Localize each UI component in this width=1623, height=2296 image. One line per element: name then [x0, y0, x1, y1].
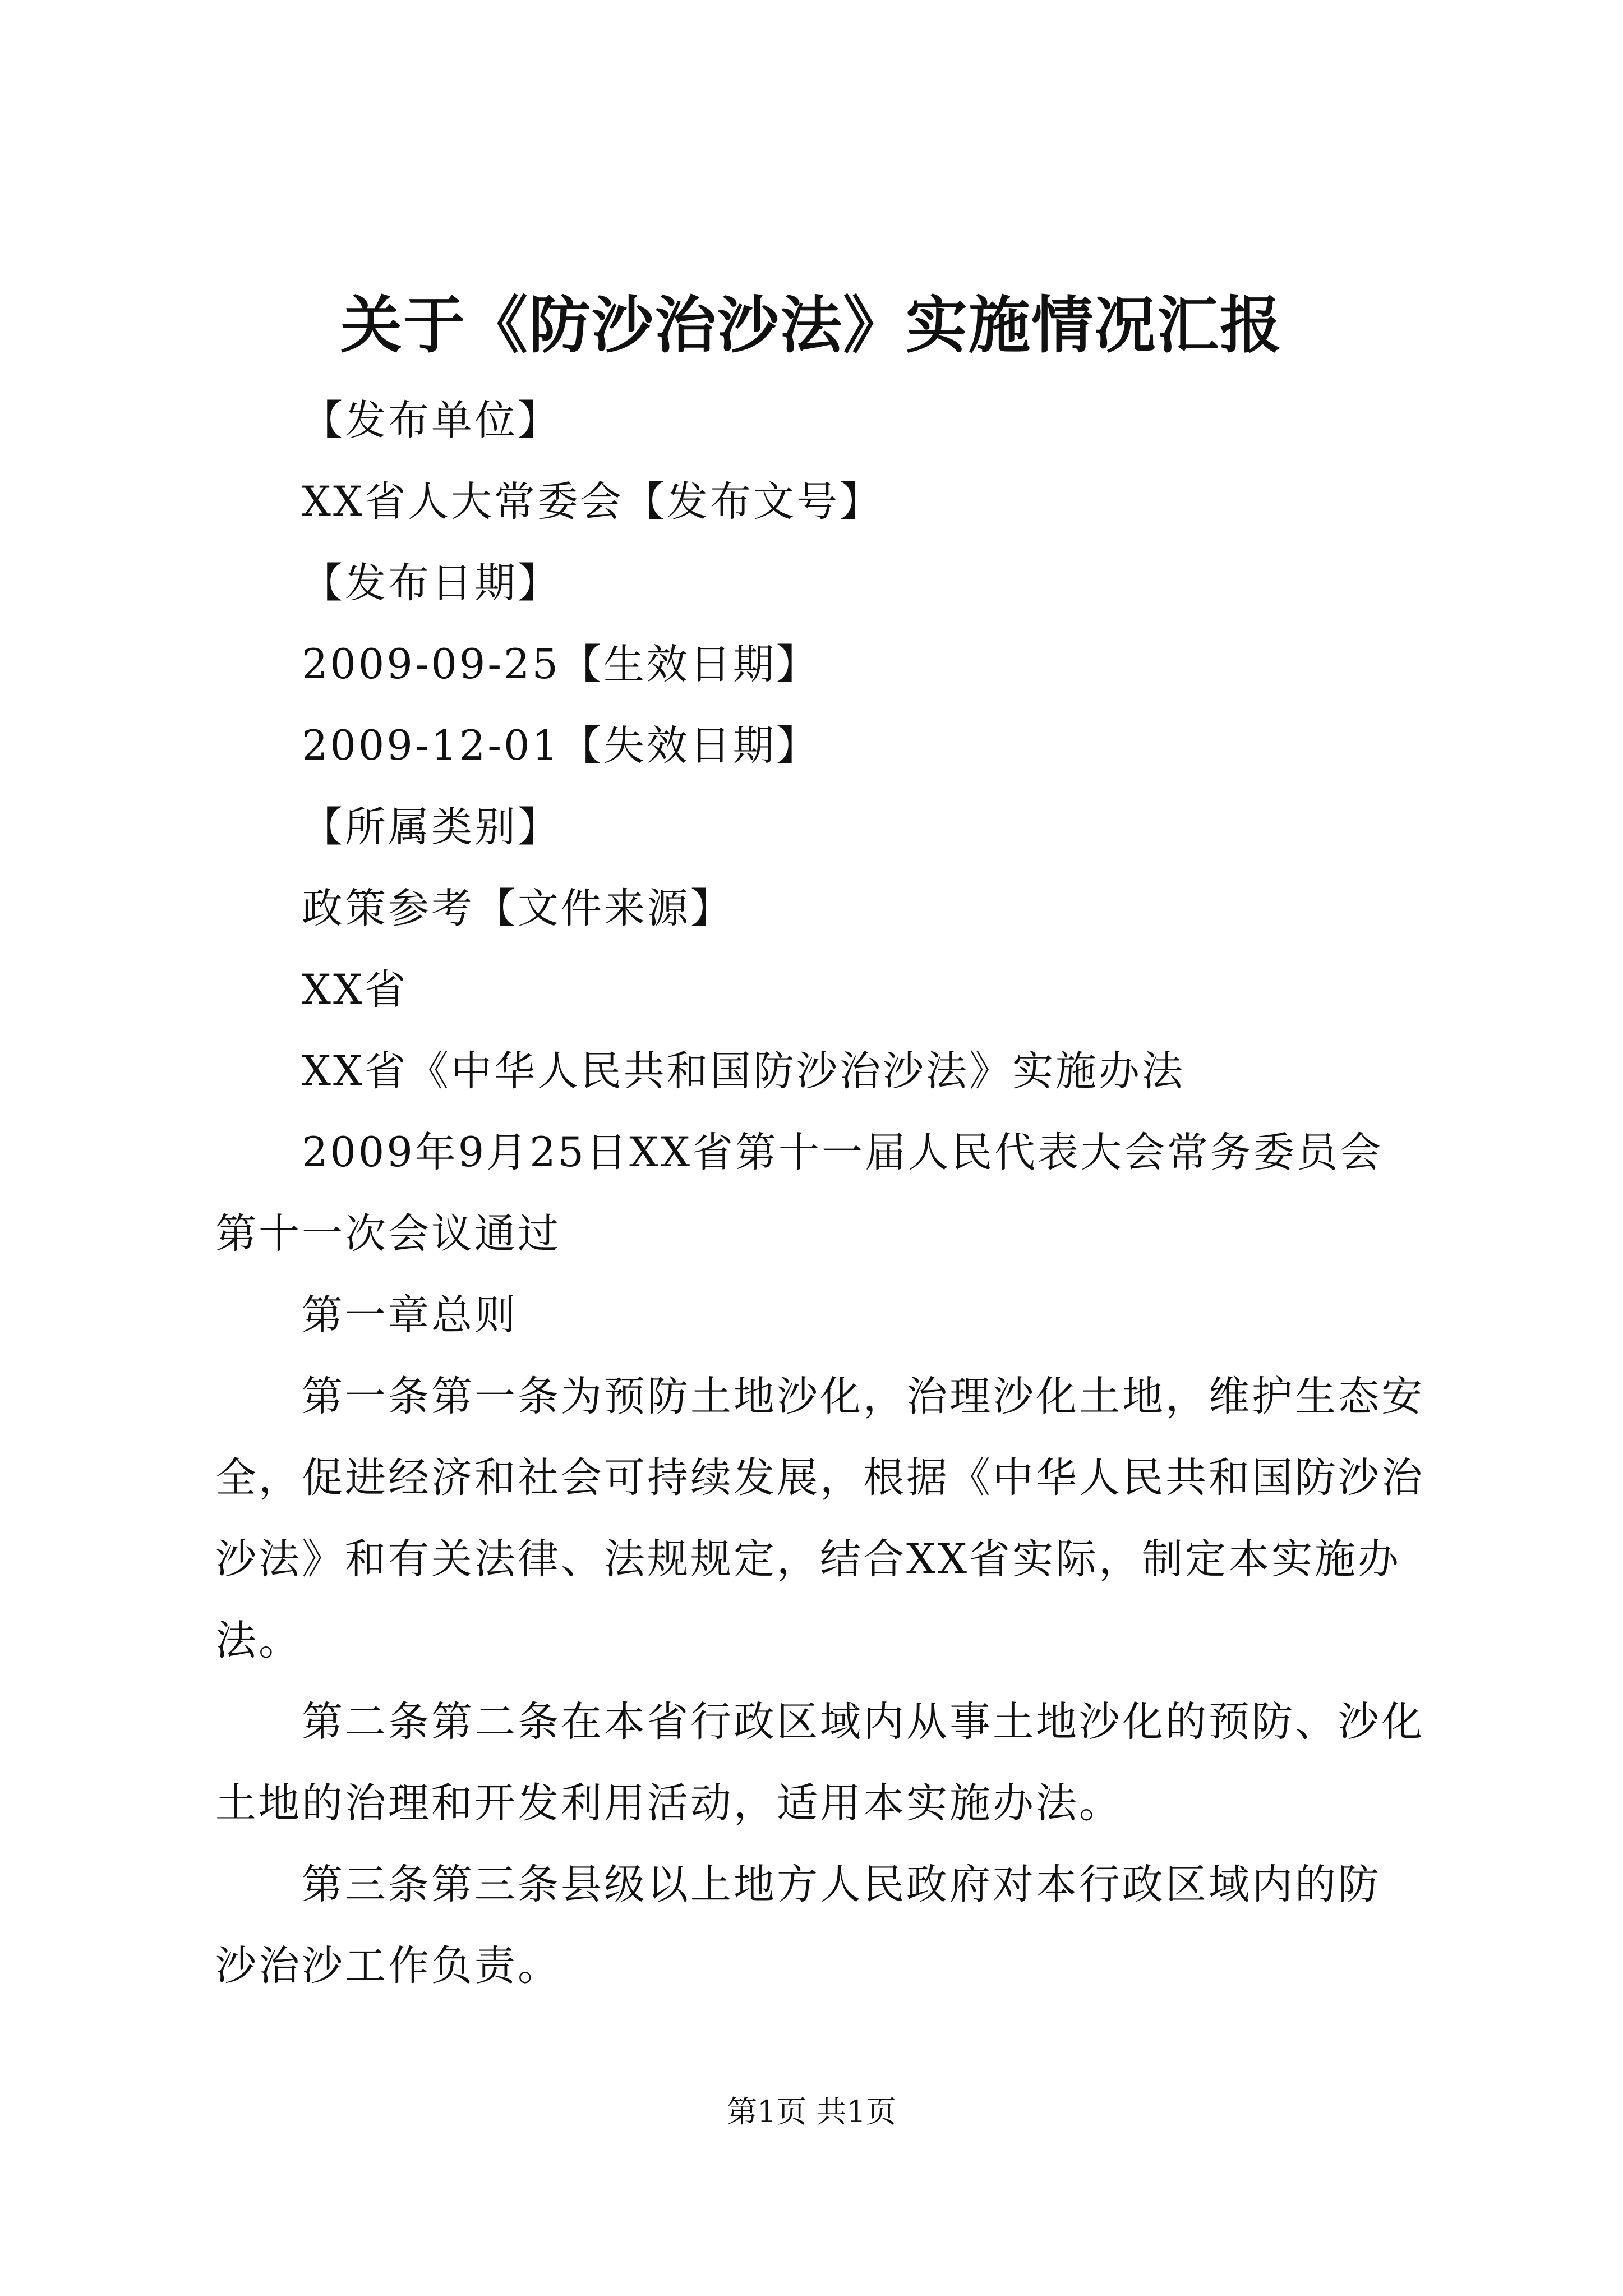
- article-2-line-2: 土地的治理和开发利用活动，适用本实施办法。: [215, 1779, 1122, 1827]
- article-1-line-2: 全，促进经济和社会可持续发展，根据《中华人民共和国防沙治: [215, 1454, 1424, 1502]
- article-1-line-3: 沙法》和有关法律、法规规定，结合XX省实际，制定本实施办: [215, 1535, 1401, 1583]
- category-line: 政策参考【文件来源】: [302, 885, 734, 932]
- article-1-line-1: 第一条第一条为预防土地沙化，治理沙化土地，维护生态安: [302, 1373, 1424, 1420]
- effective-date-line: 2009-12-01【失效日期】: [302, 722, 819, 770]
- publish-date-line: 2009-09-25【生效日期】: [302, 641, 819, 688]
- publisher-line: XX省人大常委会【发布文号】: [302, 478, 883, 526]
- article-3-line-1: 第三条第三条县级以上地方人民政府对本行政区域内的防: [302, 1861, 1381, 1908]
- source-line: XX省: [302, 966, 408, 1014]
- article-1-line-4: 法。: [215, 1617, 302, 1664]
- category-label: 【所属类别】: [302, 803, 561, 851]
- article-2-line-1: 第二条第二条在本省行政区域内从事土地沙化的预防、沙化: [302, 1698, 1424, 1746]
- article-3-line-2: 沙治沙工作负责。: [215, 1942, 561, 1990]
- regulation-title: XX省《中华人民共和国防沙治沙法》实施办法: [302, 1047, 1185, 1095]
- document-title: 关于《防沙治沙法》实施情况汇报: [340, 289, 1283, 361]
- adoption-line-1: 2009年9月25日XX省第十一届人民代表大会常务委员会: [302, 1129, 1384, 1176]
- adoption-line-2: 第十一次会议通过: [215, 1210, 561, 1258]
- publish-date-label: 【发布日期】: [302, 559, 561, 607]
- page-footer: 第1页 共1页: [727, 2094, 896, 2129]
- chapter-heading: 第一章总则: [302, 1291, 518, 1339]
- publisher-label: 【发布单位】: [302, 397, 561, 444]
